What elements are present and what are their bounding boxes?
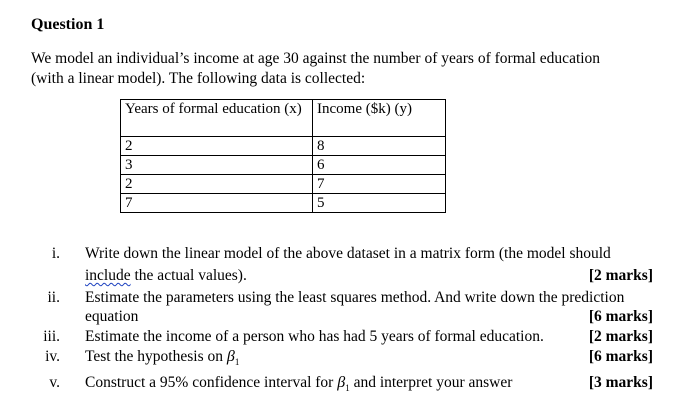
cell-y: 7 — [313, 175, 446, 194]
item-text: Estimate the parameters using the least squares method. And write down the prediction — [85, 289, 625, 306]
cell-x: 2 — [121, 137, 313, 156]
item-number: iii. — [43, 328, 60, 345]
question-title: Question 1 — [31, 16, 105, 33]
intro-line-2: (with a linear model). The following data is collected: — [31, 70, 366, 87]
item-marks: [6 marks] — [588, 348, 653, 365]
cell-y: 5 — [313, 194, 446, 213]
header-income: Income ($k) (y) — [313, 100, 446, 137]
table-header-row — [121, 100, 446, 137]
item-text: Estimate the income of a person who has had 5 years of formal education. — [85, 328, 544, 345]
beta-1-symbol: $\beta_1$ — [226, 348, 240, 368]
cell-y: 8 — [313, 137, 446, 156]
table-row — [121, 156, 446, 175]
item-number: v. — [49, 374, 60, 391]
table-row — [121, 175, 446, 194]
cell-x: 7 — [121, 194, 313, 213]
item-text: Test the hypothesis on $\beta_1$ — [85, 348, 240, 368]
item-number: i. — [51, 245, 60, 262]
item-text-continued: include the actual values). — [85, 267, 247, 284]
table-row — [121, 194, 446, 213]
item-marks: [3 marks] — [588, 374, 653, 391]
item-number: ii. — [47, 289, 60, 306]
item-text-continued: equation — [85, 308, 139, 325]
table-row — [121, 137, 446, 156]
cell-x: 3 — [121, 156, 313, 175]
item-marks: [2 marks] — [588, 267, 653, 284]
intro-line-1: We model an individual’s income at age 30 against the number of years of formal education — [31, 50, 601, 67]
item-number: iv. — [45, 348, 60, 365]
item-text: Construct a 95% confidence interval for $\beta_1$ and interpret your answer — [85, 374, 513, 394]
item-marks: [6 marks] — [588, 308, 653, 325]
beta-1-symbol: $\beta_1$ — [337, 374, 350, 394]
data-table — [120, 99, 446, 213]
item-text: Write down the linear model of the above dataset in a matrix form (the model should — [85, 245, 611, 262]
cell-x: 2 — [121, 175, 313, 194]
item-marks: [2 marks] — [588, 328, 653, 345]
header-years-education: Years of formal education (x) — [121, 100, 313, 137]
spellcheck-underlined-word: include — [85, 267, 131, 284]
cell-y: 6 — [313, 156, 446, 175]
question-intro — [31, 49, 661, 89]
